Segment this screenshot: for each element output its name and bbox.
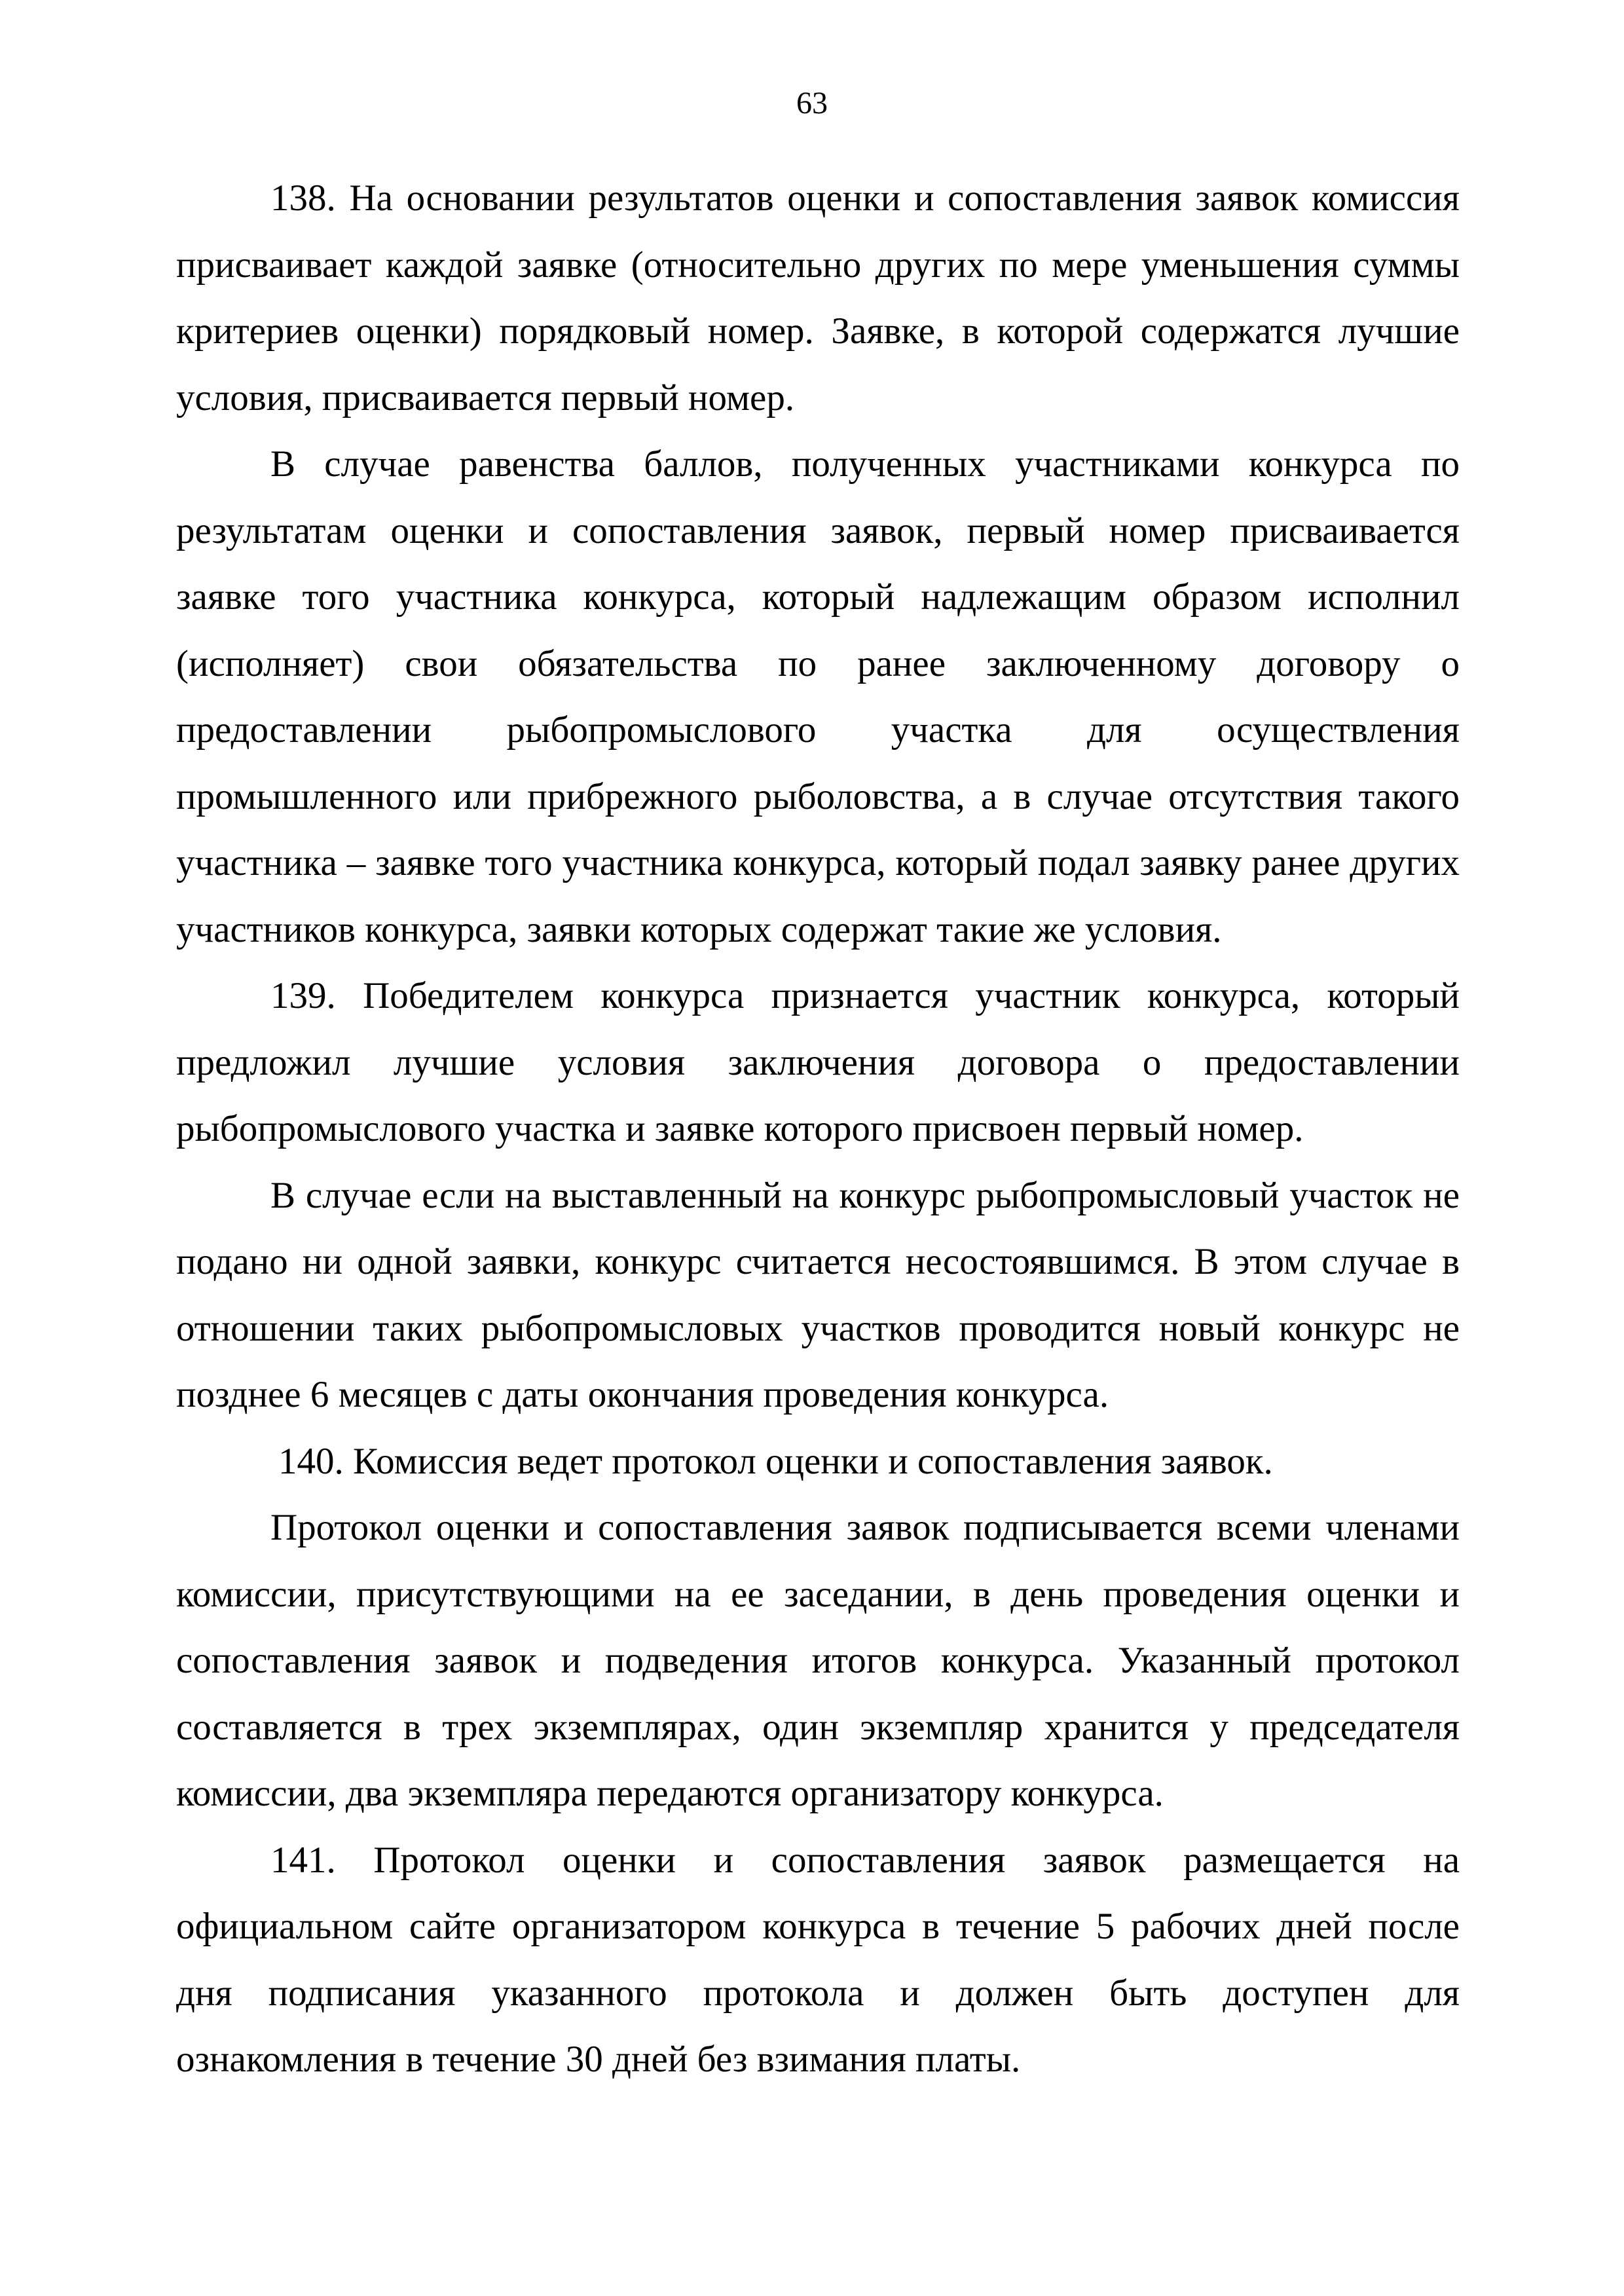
paragraph-141: 141. Протокол оценки и сопоставления заявок размещается на официальном сайте организатором конкурса в течение 5 рабочих дней после дня подписания указанного протокола и должен быть доступен для ознакомления в течение 30 дней без взимания платы. — [176, 1839, 1460, 2080]
paragraph-138: 138. На основании результатов оценки и сопоставления заявок комиссия присваивает каждой заявке (относительно других по мере уменьшения суммы критериев оценки) порядковый номер. Заявке, в которой содержатся лучшие условия, присваивается первый номер. — [176, 177, 1460, 418]
paragraph-140-signing: Протокол оценки и сопоставления заявок подписывается всеми членами комиссии, присутствующими на ее заседании, в день проведения оценки и сопоставления заявок и подведения итогов конкурса. Указанный протокол составляется в трех экземплярах, один экземпляр хранится у председателя комиссии, два экземпляра передаются организатору конкурса. — [176, 1507, 1460, 1814]
paragraph-139-no-bids: В случае если на выставленный на конкурс рыбопромысловый участок не подано ни одной заявки, конкурс считается несостоявшимся. В этом случае в отношении таких рыбопромысловых участков проводится новый конкурс не позднее 6 месяцев с даты окончания проведения конкурса. — [176, 1174, 1460, 1415]
paragraph-139: 139. Победителем конкурса признается участник конкурса, который предложил лучшие условия заключения договора о предоставлении рыбопромыслового участка и заявке которого присвоен первый номер. — [176, 975, 1460, 1149]
page-number: 63 — [796, 86, 828, 120]
paragraph-138-tie-rule: В случае равенства баллов, полученных участниками конкурса по результатам оценки и сопоставления заявок, первый номер присваивается заявке того участника конкурса, который надлежащим образом исполнил (исполняет) свои обязательства по ранее заключенному договору о предоставлении рыбопромыслового участка для осуществления промышленного или прибрежного рыболовства, а в случае отсутствия такого участника – заявке того участника конкурса, который подал заявку ранее других участников конкурса, заявки которых содержат такие же условия. — [176, 443, 1460, 950]
paragraph-140: 140. Комиссия ведет протокол оценки и сопоставления заявок. — [278, 1440, 1273, 1482]
document-body — [176, 165, 1460, 2093]
